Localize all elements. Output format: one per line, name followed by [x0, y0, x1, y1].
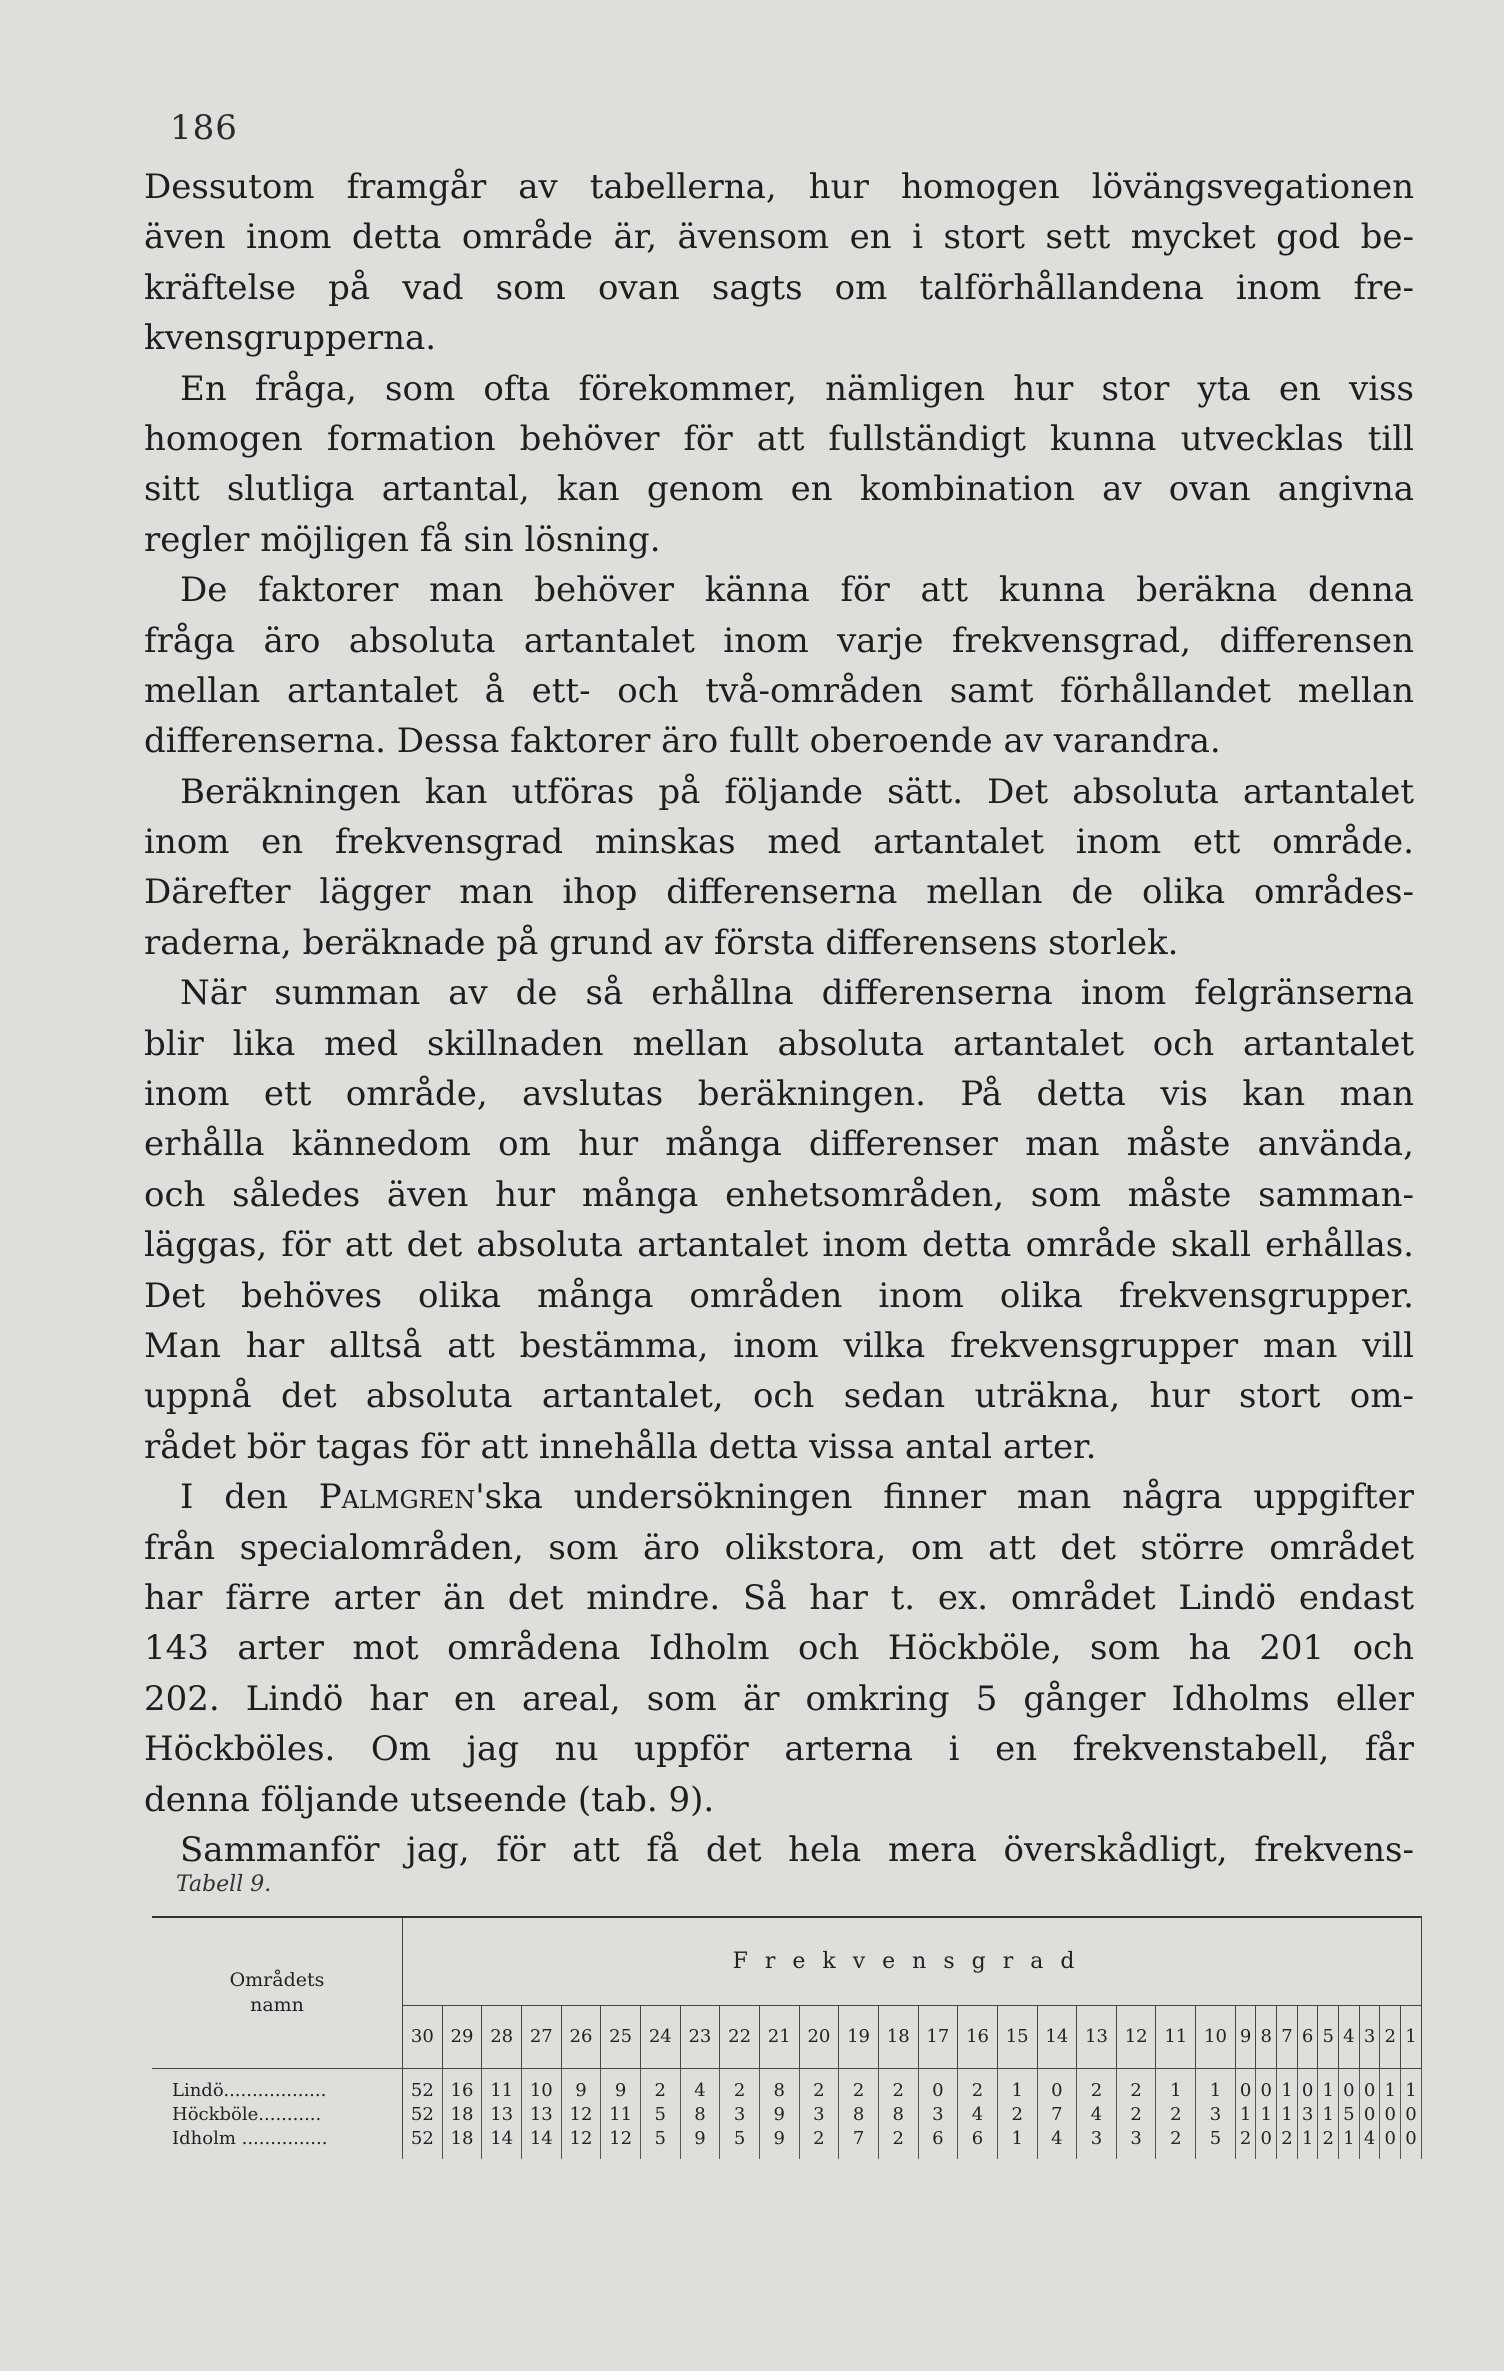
value-cell: 2	[997, 2103, 1037, 2127]
value-cell: 18	[442, 2103, 482, 2127]
area-name-header	[152, 1917, 403, 2069]
grade-header-cell: 28	[482, 2005, 522, 2068]
grade-header-cell: 21	[759, 2005, 799, 2068]
text-line: inom ett område, avslutas beräkningen. På detta vis kan man	[144, 1074, 1414, 1115]
spacer-cell	[1277, 2069, 1298, 2080]
value-cell: 8	[839, 2103, 879, 2127]
value-cell: 52	[403, 2127, 443, 2151]
value-cell: 9	[561, 2079, 601, 2103]
body-text	[144, 162, 1414, 1875]
value-cell: 0	[1401, 2103, 1422, 2127]
spacer-cell	[839, 2069, 879, 2080]
spacer-cell	[1156, 2069, 1196, 2080]
value-cell: 0	[1339, 2079, 1360, 2103]
grade-header-cell: 26	[561, 2005, 601, 2068]
value-cell: 2	[1077, 2079, 1117, 2103]
value-cell: 3	[1116, 2127, 1156, 2151]
value-cell: 13	[482, 2103, 522, 2127]
spacer-cell	[403, 2151, 443, 2159]
value-cell: 1	[1380, 2079, 1401, 2103]
value-cell: 4	[1037, 2127, 1077, 2151]
spacer-cell	[997, 2069, 1037, 2080]
value-cell: 1	[1156, 2079, 1196, 2103]
author-name: Palmgren	[318, 1477, 476, 1518]
text-line: Sammanför jag, för att få det hela mera överskådligt, frekvens-	[180, 1829, 1414, 1870]
value-cell: 16	[442, 2079, 482, 2103]
spacer-cell	[918, 2151, 958, 2159]
spacer-cell	[1339, 2069, 1360, 2080]
text-line: Höckböles. Om jag nu uppför arterna i en frekvenstabell, får	[144, 1729, 1414, 1770]
value-cell: 0	[1380, 2103, 1401, 2127]
value-cell: 8	[759, 2079, 799, 2103]
value-cell: 4	[1359, 2127, 1380, 2151]
value-cell: 0	[1235, 2079, 1256, 2103]
spacer-cell	[680, 2151, 720, 2159]
value-cell: 1	[997, 2127, 1037, 2151]
text-line: från specialområden, som äro olikstora, om att det större området	[144, 1527, 1414, 1568]
page-number: 186	[170, 108, 238, 148]
spacer-cell	[720, 2069, 760, 2080]
grade-header-cell: 13	[1077, 2005, 1117, 2068]
area-name-header-line2: namn	[250, 1994, 304, 2016]
spacer-cell	[1116, 2069, 1156, 2080]
value-cell: 0	[1359, 2079, 1380, 2103]
table-row	[152, 2079, 1422, 2103]
spacer-row	[152, 2069, 1422, 2080]
value-cell: 0	[918, 2079, 958, 2103]
grade-header-cell: 8	[1256, 2005, 1277, 2068]
grade-header-cell: 16	[958, 2005, 998, 2068]
text-line: En fråga, som ofta förekommer, nämligen hur stor yta en viss	[180, 368, 1414, 409]
value-cell: 1	[1196, 2079, 1236, 2103]
text-line: kvensgrupperna.	[144, 318, 437, 359]
spacer-cell	[1156, 2151, 1196, 2159]
spacer-cell	[442, 2069, 482, 2080]
table-row	[152, 2127, 1422, 2151]
spacer-cell	[1359, 2069, 1380, 2080]
area-name-cell: Idholm ...............	[152, 2127, 403, 2151]
frequency-table	[152, 1916, 1422, 2159]
grade-header-cell: 15	[997, 2005, 1037, 2068]
grade-header-cell: 20	[799, 2005, 839, 2068]
grade-header-cell: 5	[1318, 2005, 1339, 2068]
text-line: regler möjligen få sin lösning.	[144, 519, 661, 560]
grade-header-cell: 27	[521, 2005, 561, 2068]
value-cell: 2	[799, 2079, 839, 2103]
value-cell: 14	[521, 2127, 561, 2151]
table-row	[152, 2103, 1422, 2127]
spacer-cell	[1235, 2069, 1256, 2080]
grade-header-cell: 30	[403, 2005, 443, 2068]
text-line: sitt slutliga artantal, kan genom en kombination av ovan angivna	[144, 469, 1414, 510]
spacer-cell	[640, 2151, 680, 2159]
spacer-cell	[442, 2151, 482, 2159]
value-cell: 1	[1297, 2127, 1318, 2151]
text-line: 143 arter mot områdena Idholm och Höckböle, som ha 201 och	[144, 1628, 1414, 1669]
text-line: homogen formation behöver för att fullständigt kunna utvecklas till	[144, 418, 1414, 459]
text-line-palmgren	[144, 1472, 1414, 1522]
spacer-cell	[1380, 2069, 1401, 2080]
table-caption: Tabell 9.	[176, 1872, 272, 1897]
text-line: rådet bör tagas för att innehålla detta vissa antal arter.	[144, 1426, 1097, 1467]
value-cell: 3	[918, 2103, 958, 2127]
spacer-cell	[1256, 2069, 1277, 2080]
text-span: I den	[180, 1477, 319, 1518]
value-cell: 1	[1277, 2103, 1298, 2127]
value-cell: 12	[561, 2103, 601, 2127]
spacer-cell	[997, 2151, 1037, 2159]
spacer-cell	[878, 2069, 918, 2080]
spacer-cell	[561, 2151, 601, 2159]
value-cell: 5	[1339, 2103, 1360, 2127]
text-line: mellan artantalet å ett- och två-områden samt förhållandet mellan	[144, 670, 1414, 711]
spacer-cell	[720, 2151, 760, 2159]
value-cell: 1	[1277, 2079, 1298, 2103]
spacer-cell	[1380, 2151, 1401, 2159]
grade-header-cell: 17	[918, 2005, 958, 2068]
value-cell: 6	[958, 2127, 998, 2151]
spacer-row	[152, 2151, 1422, 2159]
value-cell: 18	[442, 2127, 482, 2151]
grade-header-cell: 23	[680, 2005, 720, 2068]
spacer-cell	[958, 2151, 998, 2159]
spacer-cell	[1401, 2151, 1422, 2159]
value-cell: 0	[1037, 2079, 1077, 2103]
spacer-cell	[918, 2069, 958, 2080]
text-line: raderna, beräknade på grund av första differensens storlek.	[144, 922, 1179, 963]
spacer-cell	[1077, 2151, 1117, 2159]
text-line: blir lika med skillnaden mellan absoluta artantalet och artantalet	[144, 1023, 1414, 1064]
grade-header-cell: 11	[1156, 2005, 1196, 2068]
text-line: har färre arter än det mindre. Så har t. ex. området Lindö endast	[144, 1577, 1414, 1618]
value-cell: 1	[1401, 2079, 1422, 2103]
spacer-cell	[521, 2069, 561, 2080]
spacer-cell	[839, 2151, 879, 2159]
text-line: Man har alltså att bestämma, inom vilka frekvensgrupper man vill	[144, 1325, 1414, 1366]
text-line: Det behöves olika många områden inom olika frekvensgrupper.	[144, 1275, 1414, 1316]
spacer-cell	[403, 2069, 443, 2080]
value-cell: 0	[1256, 2127, 1277, 2151]
grade-header-cell: 1	[1401, 2005, 1422, 2068]
spacer-cell	[1037, 2151, 1077, 2159]
value-cell: 1	[1256, 2103, 1277, 2127]
value-cell: 9	[601, 2079, 641, 2103]
value-cell: 12	[601, 2127, 641, 2151]
value-cell: 52	[403, 2103, 443, 2127]
spacer-cell	[759, 2069, 799, 2080]
spacer-cell	[1318, 2151, 1339, 2159]
value-cell: 8	[878, 2103, 918, 2127]
grade-header-cell: 18	[878, 2005, 918, 2068]
grade-header-cell: 12	[1116, 2005, 1156, 2068]
value-cell: 2	[720, 2079, 760, 2103]
grade-header-cell: 19	[839, 2005, 879, 2068]
grade-header-cell: 4	[1339, 2005, 1360, 2068]
value-cell: 2	[1116, 2079, 1156, 2103]
text-line: och således även hur många enhetsområden, som måste samman-	[144, 1174, 1414, 1215]
value-cell: 0	[1297, 2079, 1318, 2103]
grade-header-cell: 22	[720, 2005, 760, 2068]
grade-header-cell: 29	[442, 2005, 482, 2068]
spacer-cell	[1037, 2069, 1077, 2080]
grade-header-cell: 10	[1196, 2005, 1236, 2068]
value-cell: 12	[561, 2127, 601, 2151]
text-line: erhålla kännedom om hur många differenser man måste använda,	[144, 1124, 1414, 1165]
spacer-cell	[1401, 2069, 1422, 2080]
spacer-cell	[1318, 2069, 1339, 2080]
text-line: uppnå det absoluta artantalet, och sedan uträkna, hur stort om-	[144, 1376, 1414, 1417]
value-cell: 5	[640, 2103, 680, 2127]
spacer-cell	[601, 2151, 641, 2159]
spacer-cell	[1077, 2069, 1117, 2080]
value-cell: 3	[1297, 2103, 1318, 2127]
spacer-cell	[1339, 2151, 1360, 2159]
value-cell: 3	[720, 2103, 760, 2127]
text-line: Dessutom framgår av tabellerna, hur homogen lövängsvegationen	[144, 167, 1414, 207]
value-cell: 5	[1196, 2127, 1236, 2151]
value-cell: 52	[403, 2079, 443, 2103]
text-line: fråga äro absoluta artantalet inom varje frekvensgrad, differensen	[144, 620, 1414, 661]
spacer-cell	[521, 2151, 561, 2159]
spacer-cell	[1297, 2069, 1318, 2080]
value-cell: 2	[958, 2079, 998, 2103]
text-line: läggas, för att det absoluta artantalet inom detta område skall erhållas.	[144, 1225, 1414, 1266]
spacer-cell	[759, 2151, 799, 2159]
grade-header-cell: 24	[640, 2005, 680, 2068]
spacer-cell	[1277, 2151, 1298, 2159]
value-cell: 2	[878, 2127, 918, 2151]
value-cell: 2	[1156, 2127, 1196, 2151]
value-cell: 0	[1380, 2127, 1401, 2151]
value-cell: 3	[1077, 2127, 1117, 2151]
value-cell: 9	[759, 2127, 799, 2151]
value-cell: 0	[1401, 2127, 1422, 2151]
spacer-cell	[1256, 2151, 1277, 2159]
spacer-cell	[601, 2069, 641, 2080]
value-cell: 2	[1156, 2103, 1196, 2127]
value-cell: 2	[799, 2127, 839, 2151]
text-line: kräftelse på vad som ovan sagts om talförhållandena inom fre-	[144, 267, 1414, 308]
value-cell: 7	[839, 2127, 879, 2151]
frequency-grade-header: Frekvensgrad	[403, 1917, 1422, 2005]
value-cell: 2	[878, 2079, 918, 2103]
spacer-cell	[640, 2069, 680, 2080]
value-cell: 9	[680, 2127, 720, 2151]
value-cell: 4	[958, 2103, 998, 2127]
text-line: När summan av de så erhållna differenserna inom felgränserna	[180, 973, 1414, 1014]
value-cell: 5	[720, 2127, 760, 2151]
grade-header-cell: 14	[1037, 2005, 1077, 2068]
value-cell: 3	[799, 2103, 839, 2127]
value-cell: 9	[759, 2103, 799, 2127]
area-name-cell: Lindö..................	[152, 2079, 403, 2103]
text-line: inom en frekvensgrad minskas med artantalet inom ett område.	[144, 822, 1414, 863]
value-cell: 2	[1277, 2127, 1298, 2151]
value-cell: 1	[1318, 2079, 1339, 2103]
spacer-cell	[799, 2069, 839, 2080]
value-cell: 5	[640, 2127, 680, 2151]
value-cell: 1	[1339, 2127, 1360, 2151]
text-line: denna följande utseende (tab. 9).	[144, 1779, 715, 1820]
text-line: De faktorer man behöver känna för att kunna beräkna denna	[180, 570, 1414, 611]
spacer-cell	[482, 2069, 522, 2080]
spacer-cell	[799, 2151, 839, 2159]
value-cell: 2	[1318, 2127, 1339, 2151]
text-line: Beräkningen kan utföras på följande sätt. Det absoluta artantalet	[180, 771, 1414, 812]
value-cell: 6	[918, 2127, 958, 2151]
spacer-cell	[1196, 2151, 1236, 2159]
spacer-cell	[1359, 2151, 1380, 2159]
spacer-cell	[561, 2069, 601, 2080]
value-cell: 11	[482, 2079, 522, 2103]
frequency-table-grid	[152, 1916, 1422, 2159]
value-cell: 2	[640, 2079, 680, 2103]
text-span: 'ska undersökningen finner man några uppgifter	[475, 1477, 1414, 1518]
value-cell: 7	[1037, 2103, 1077, 2127]
text-line: även inom detta område är, ävensom en i stort sett mycket god be-	[144, 217, 1414, 258]
grade-header-cell: 25	[601, 2005, 641, 2068]
grade-header-cell: 6	[1297, 2005, 1318, 2068]
value-cell: 1	[997, 2079, 1037, 2103]
grade-header-cell: 9	[1235, 2005, 1256, 2068]
value-cell: 2	[1235, 2127, 1256, 2151]
value-cell: 1	[1318, 2103, 1339, 2127]
value-cell: 13	[521, 2103, 561, 2127]
table-body	[152, 2069, 1422, 2160]
grade-header-cell: 3	[1359, 2005, 1380, 2068]
text-line: Därefter lägger man ihop differenserna mellan de olika områdes-	[144, 872, 1414, 913]
area-name-header-line1: Områdets	[229, 1969, 325, 1991]
value-cell: 11	[601, 2103, 641, 2127]
text-line: differenserna. Dessa faktorer äro fullt oberoende av varandra.	[144, 721, 1221, 762]
value-cell: 8	[680, 2103, 720, 2127]
value-cell: 2	[1116, 2103, 1156, 2127]
value-cell: 0	[1359, 2103, 1380, 2127]
grade-header-cell: 2	[1380, 2005, 1401, 2068]
value-cell: 4	[680, 2079, 720, 2103]
area-name-cell: Höckböle...........	[152, 2103, 403, 2127]
spacer-cell	[1116, 2151, 1156, 2159]
spacer-cell	[878, 2151, 918, 2159]
value-cell: 1	[1235, 2103, 1256, 2127]
spacer-cell	[152, 2151, 403, 2159]
spacer-cell	[1297, 2151, 1318, 2159]
value-cell: 2	[839, 2079, 879, 2103]
value-cell: 0	[1256, 2079, 1277, 2103]
value-cell: 3	[1196, 2103, 1236, 2127]
value-cell: 4	[1077, 2103, 1117, 2127]
spacer-cell	[482, 2151, 522, 2159]
grade-header-cell: 7	[1277, 2005, 1298, 2068]
value-cell: 10	[521, 2079, 561, 2103]
spacer-cell	[1196, 2069, 1236, 2080]
value-cell: 14	[482, 2127, 522, 2151]
text-line: 202. Lindö har en areal, som är omkring 5 gånger Idholms eller	[144, 1678, 1414, 1719]
spacer-cell	[680, 2069, 720, 2080]
spacer-cell	[958, 2069, 998, 2080]
spacer-cell	[152, 2069, 403, 2080]
spacer-cell	[1235, 2151, 1256, 2159]
